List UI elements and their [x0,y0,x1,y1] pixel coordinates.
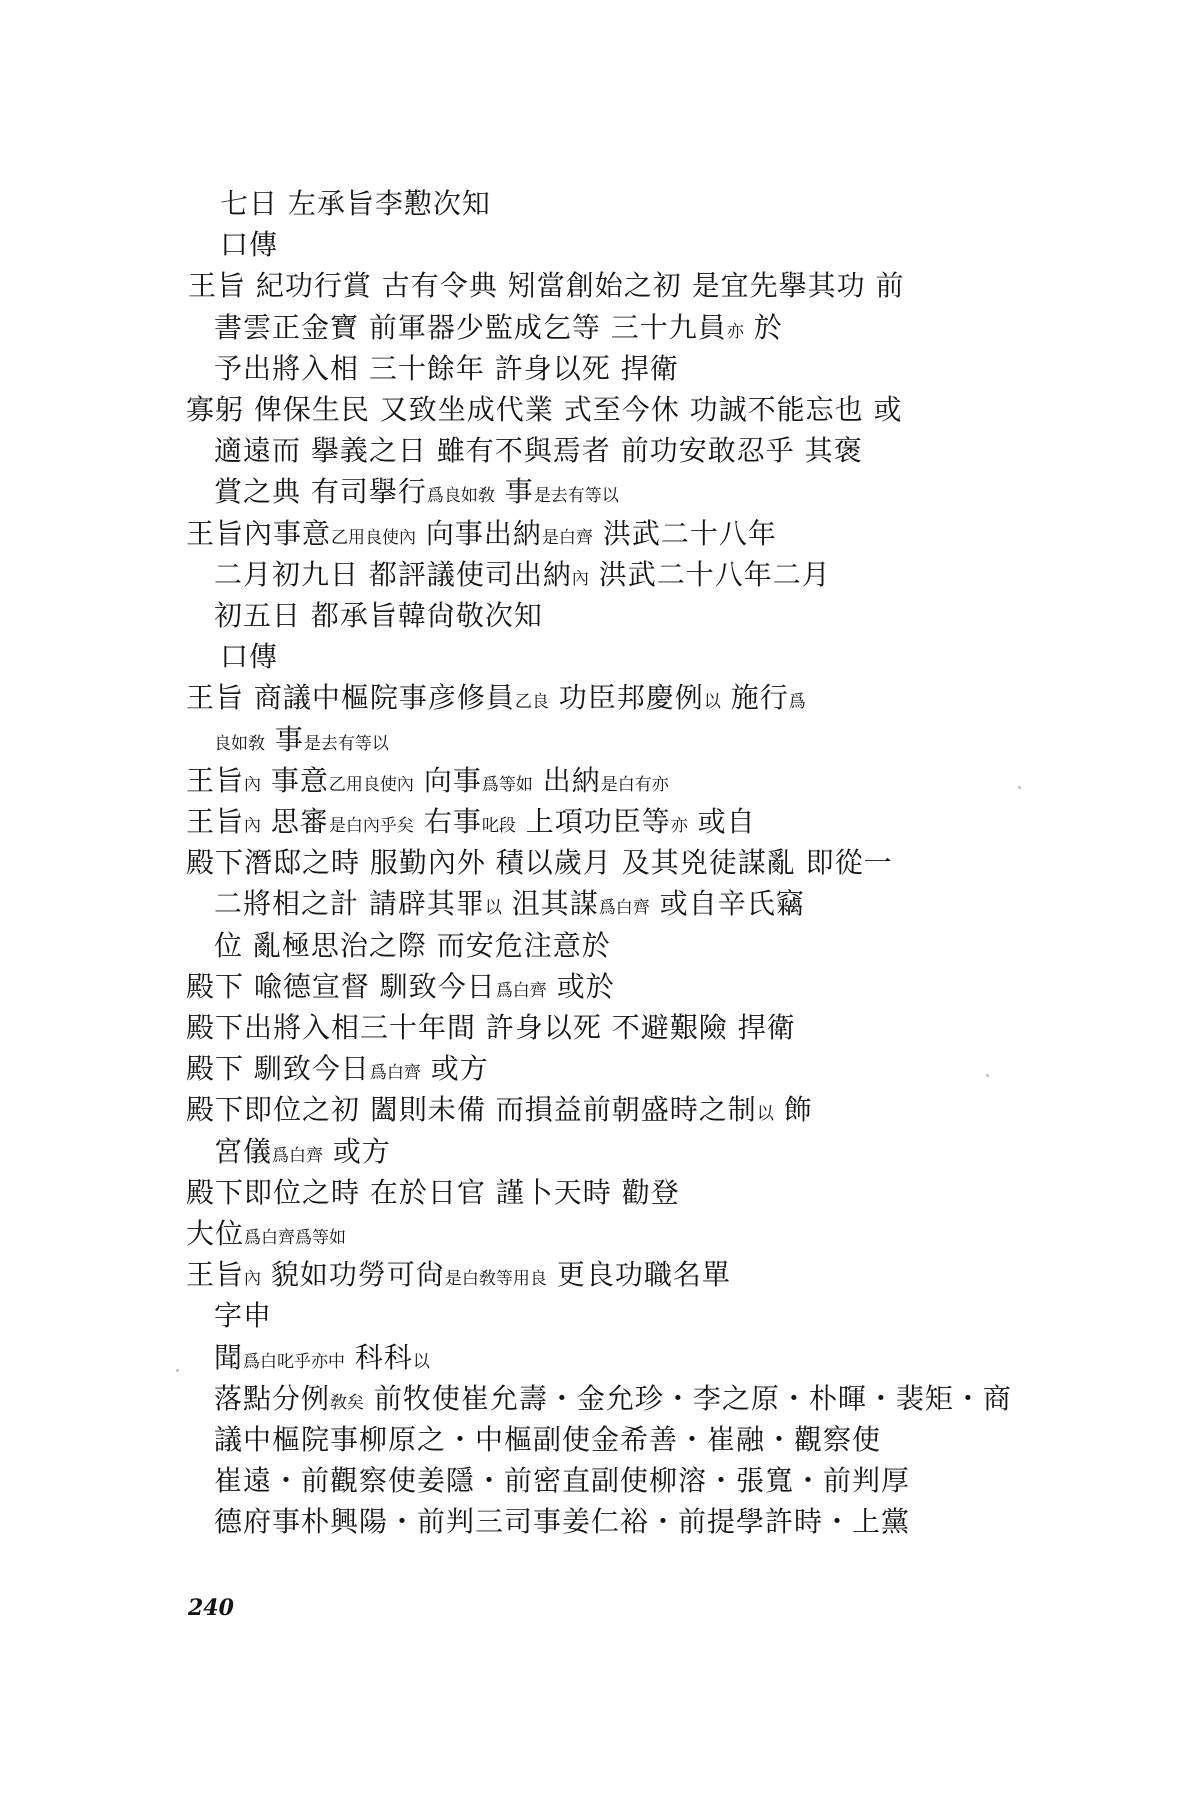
main-text: 寡躬 俾保生民 又致坐成代業 式至今休 功誠不能忘也 或 [186,393,903,426]
interlinear-gloss: 內 [244,816,262,836]
main-text: 王旨 商議中樞院事彦修員 [186,681,515,714]
text-line [188,268,905,304]
interlinear-gloss: 爲良如敎 [426,486,495,506]
main-text: 二月初九日 都評議使司出納 [214,558,572,591]
text-line [214,433,863,469]
main-text: 或方 [420,1052,489,1085]
main-text: 飾 [773,1093,813,1126]
interlinear-gloss: 以 [703,692,721,712]
interlinear-gloss: 是白有亦 [600,775,669,795]
main-text: 或自辛氏竊 [649,887,805,920]
interlinear-gloss: 敎矣 [330,1393,365,1413]
main-text: 殿下出將入相三十年間 許身以死 不避艱險 捍衛 [186,1011,796,1044]
main-text: 宮儀 [214,1135,273,1168]
text-line [214,557,831,597]
main-text: 王旨內事意 [186,517,332,550]
main-text: 大位 [186,1217,245,1250]
main-text: 更良功職名單 [546,1258,731,1291]
main-text: 二將相之計 請辟其罪 [214,887,485,920]
main-text: 前牧使崔允壽・金允珍・李之原・朴暉・裴矩・商 [364,1382,1012,1415]
main-text: 王旨 [186,1258,245,1291]
main-text: 殿下即位之初 闔則未備 而損益前朝盛時之制 [186,1093,757,1126]
main-text: 聞 [214,1341,244,1374]
text-line [186,1216,346,1256]
main-text: 沮其謀 [501,887,599,920]
main-text: 洪武二十八年 [592,517,777,550]
main-text: 王旨 [186,805,245,838]
main-text: 位 亂極思治之際 而安危注意於 [214,929,611,962]
main-text: 殿下 馴致今日 [186,1052,370,1085]
interlinear-gloss: 是去有等以 [303,734,389,754]
text-line [214,351,679,387]
text-line [186,804,756,844]
main-text: 上項功臣等 [515,805,671,838]
interlinear-gloss: 內 [571,569,589,589]
text-line [214,1381,1012,1421]
text-line [214,1340,430,1380]
main-text: 事 [265,723,304,756]
text-line [186,1051,489,1091]
text-line [220,639,278,675]
main-text: 貌如功勞可尙 [261,1258,445,1291]
main-text: 於 [743,311,783,344]
text-line [186,516,777,556]
interlinear-gloss: 乙用良使內 [331,528,417,548]
main-text: 科科 [345,1341,413,1374]
scan-speck [176,1369,179,1372]
page-number: 240 [188,1595,234,1621]
text-line [186,1092,813,1132]
main-text: 書雲正金寶 前軍器少監成乞等 三十九員 [214,311,727,344]
text-line [214,598,543,634]
main-text: 字申 [214,1299,273,1332]
interlinear-gloss: 爲白齊 [272,1146,324,1166]
scan-speck [1018,786,1021,789]
main-text: 事 [494,475,534,508]
interlinear-gloss: 是去有等以 [533,486,619,506]
interlinear-gloss: 爲白齊 [495,981,547,1001]
main-text: 殿下 喩德宣督 馴致今日 [186,970,496,1003]
interlinear-gloss: 爲白齊 [369,1063,421,1083]
interlinear-gloss: 是白內乎矣 [328,816,414,836]
text-line [186,969,615,1009]
interlinear-gloss: 以 [756,1104,774,1124]
interlinear-gloss: 亦 [726,322,744,342]
main-text: 崔遠・前觀察使姜隱・前密直副使柳溶・張寬・前判厚 [214,1464,911,1497]
text-line [214,1134,391,1174]
interlinear-gloss: 爲白叱乎亦中 [243,1352,346,1372]
main-text: 殿下即位之時 在於日官 謹卜天時 勸登 [186,1176,680,1209]
text-line [214,886,805,926]
text-line [214,928,611,964]
main-text: 思審 [261,805,329,838]
main-text: 落點分例 [214,1382,331,1415]
text-line [214,1463,910,1499]
main-text: 向事出納 [416,517,542,550]
main-text: 口傳 [220,228,279,261]
interlinear-gloss: 良如敎 [214,734,265,754]
text-line [186,845,893,881]
main-text: 或方 [323,1135,391,1168]
interlinear-gloss: 乙用良使內 [328,775,414,795]
text-line [214,474,619,514]
text-line [186,1010,796,1046]
text-line [186,1257,731,1297]
main-text: 出納 [532,764,601,797]
interlinear-gloss: 爲白齊 [598,898,650,918]
interlinear-gloss: 爲白齊爲等如 [244,1228,347,1248]
text-line [220,227,278,263]
text-line [214,1298,272,1334]
text-line [214,1504,910,1540]
interlinear-gloss: 是白齊 [541,528,593,548]
main-text: 賞之典 有司擧行 [214,475,427,508]
text-line [186,1175,680,1211]
text-line [186,392,903,428]
text-line [186,763,669,803]
interlinear-gloss: 內 [244,1269,262,1289]
main-text: 向事 [413,764,482,797]
interlinear-gloss: 爲 [788,692,806,712]
interlinear-gloss: 乙良 [514,692,549,712]
main-text: 予出將入相 三十餘年 許身以死 捍衛 [214,352,679,385]
main-text: 初五日 都承旨韓尙敬次知 [214,599,543,632]
main-text: 德府事朴興陽・前判三司事姜仁裕・前提學許時・上黨 [214,1505,911,1538]
scan-speck [986,1074,989,1077]
main-text: 王旨 [186,764,245,797]
main-text: 洪武二十八年二月 [588,558,831,591]
text-line [214,722,389,762]
interlinear-gloss: 叱段 [481,816,516,836]
interlinear-gloss: 亦 [670,816,688,836]
interlinear-gloss: 內 [244,775,262,795]
text-line [214,310,783,350]
main-text: 右事 [413,805,482,838]
main-text: 事意 [261,764,329,797]
main-text: 口傳 [220,640,279,673]
main-text: 功臣邦慶例 [548,681,704,714]
main-text: 七日 左承旨李懃次知 [220,187,491,220]
text-line [220,186,491,222]
main-text: 殿下潛邸之時 服勤內外 積以歲月 及其兇徒謀亂 即從一 [186,846,893,879]
interlinear-gloss: 以 [484,898,502,918]
main-text: 施行 [720,681,789,714]
text-line [214,1422,881,1458]
main-text: 或於 [546,970,615,1003]
main-text: 王旨 紀功行賞 古有令典 矧當創始之初 是宜先擧其功 前 [188,269,905,302]
main-text: 或自 [687,805,756,838]
main-text: 適遠而 擧義之日 雖有不與焉者 前功安敢忍乎 其褒 [214,434,863,467]
interlinear-gloss: 是白敎等用良 [444,1269,547,1289]
text-line [186,680,806,720]
interlinear-gloss: 以 [412,1352,430,1372]
interlinear-gloss: 爲等如 [481,775,533,795]
main-text: 議中樞院事柳原之・中樞副使金希善・崔融・觀察使 [214,1423,882,1456]
